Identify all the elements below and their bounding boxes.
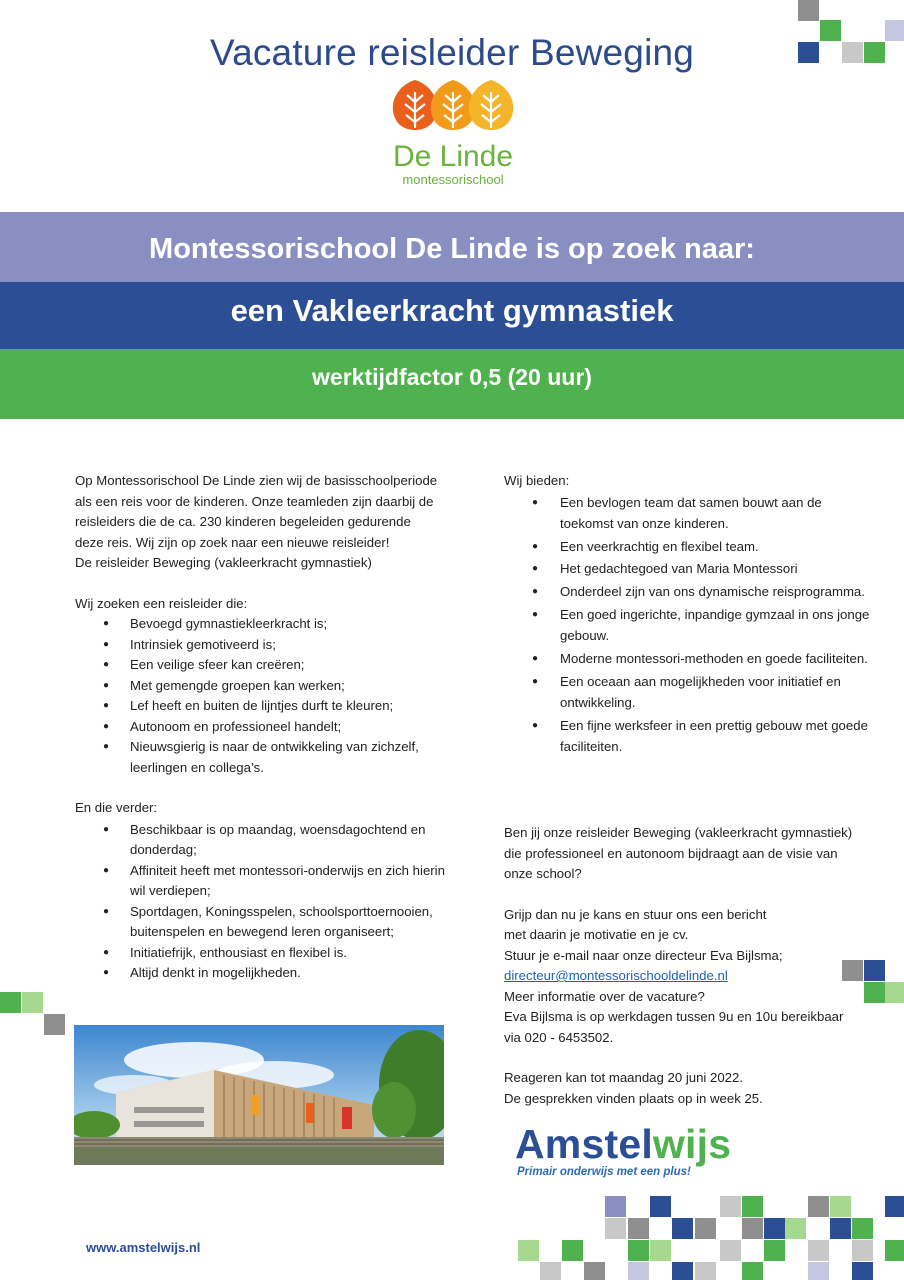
intro-line: reisleiders die de ca. 230 kinderen begeleiden gedurende — [75, 514, 411, 529]
decor-square — [562, 1240, 583, 1261]
de-linde-logo — [388, 78, 518, 190]
leaf-icon — [388, 78, 518, 190]
brand-part-2: wijs — [652, 1121, 732, 1167]
info-line: via 020 - 6453502. — [504, 1029, 614, 1045]
decor-square — [540, 1262, 561, 1280]
list-item: ● Autonoom en professioneel handelt; — [75, 717, 475, 738]
decor-square — [605, 1196, 626, 1217]
amstelwijs-logo — [515, 1122, 731, 1178]
decor-square — [584, 1262, 605, 1280]
further-heading: En die verder: — [75, 800, 158, 815]
search-heading: Wij zoeken een reisleider die: — [75, 595, 248, 611]
decor-square — [672, 1262, 693, 1280]
info-line: Meer informatie over de vacature? — [504, 988, 705, 1004]
right-column — [504, 471, 874, 759]
decor-square — [742, 1196, 763, 1217]
list-item: ● Een veerkrachtig en flexibel team. — [504, 536, 874, 558]
list-item: ● Lef heeft en buiten de lijntjes durft te kleuren; — [75, 696, 475, 717]
decor-square — [798, 0, 819, 21]
list-item: ● Een veilige sfeer kan creëren; — [75, 655, 475, 676]
decor-square — [605, 1218, 626, 1239]
offer-list — [504, 492, 874, 758]
brand-name — [515, 1122, 731, 1166]
offer-heading: Wij bieden: — [504, 473, 570, 488]
apply-line: Stuur je e-mail naar onze directeur Eva Bijlsma; — [504, 947, 783, 963]
decor-square — [650, 1240, 671, 1261]
intro-line: De reisleider Beweging (vakleerkracht gymnastiek) — [75, 555, 372, 570]
decor-square — [628, 1240, 649, 1261]
decor-square — [885, 1196, 904, 1217]
decor-square — [808, 1262, 829, 1280]
decor-square — [852, 1218, 873, 1239]
search-list — [75, 614, 475, 778]
question-line: die professioneel en autonoom bijdraagt aan de visie van — [504, 845, 838, 861]
decor-square — [518, 1240, 539, 1261]
decor-square — [808, 1196, 829, 1217]
decor-square — [830, 1218, 851, 1239]
decor-square — [885, 1240, 904, 1261]
intro-line: deze reis. Wij zijn op zoek naar een nieuwe reisleider! — [75, 534, 390, 550]
list-item: ● Intrinsiek gemotiveerd is; — [75, 635, 475, 656]
list-item: ● Sportdagen, Koningsspelen, schoolsporttoernooien, buitenspelen en bewegend leren organiseert; — [75, 902, 445, 943]
decor-square — [808, 1240, 829, 1261]
left-column — [75, 471, 475, 984]
list-item: ● Een bevlogen team dat samen bouwt aan de toekomst van onze kinderen. — [504, 492, 874, 535]
decor-square — [742, 1262, 763, 1280]
logo-subtitle: montessorischool — [402, 172, 504, 187]
list-item: ● Moderne montessori-methoden en goede faciliteiten. — [504, 648, 874, 670]
brand-part-1: Amstel — [515, 1121, 653, 1167]
decor-square — [742, 1218, 763, 1239]
decor-square — [764, 1240, 785, 1261]
decor-square — [22, 992, 43, 1013]
list-item: ● Altijd denkt in mogelijkheden. — [75, 963, 445, 984]
list-item: ● Een fijne werksfeer in een prettig gebouw met goede faciliteiten. — [504, 715, 874, 758]
decor-square — [695, 1218, 716, 1239]
list-item: ● Initiatiefrijk, enthousiast en flexibel is. — [75, 943, 445, 964]
question-line: Ben jij onze reisleider Beweging (vakleerkracht gymnastiek) — [504, 825, 853, 840]
list-item: ● Met gemengde groepen kan werken; — [75, 676, 475, 697]
list-item: ● Een oceaan aan mogelijkheden voor initiatief en ontwikkeling. — [504, 671, 874, 714]
list-item: ● Affiniteit heeft met montessori-onderwijs en zich hierin wil verdiepen; — [75, 861, 445, 902]
decor-square — [44, 1014, 65, 1035]
decor-square — [628, 1262, 649, 1280]
band-position: een Vakleerkracht gymnastiek — [0, 282, 904, 349]
decor-square — [720, 1196, 741, 1217]
info-line: Eva Bijlsma is op werkdagen tussen 9u en 10u bereikbaar — [504, 1009, 844, 1024]
website-url[interactable]: www.amstelwijs.nl — [86, 1240, 201, 1255]
brand-tagline: Primair onderwijs met een plus! — [517, 1166, 691, 1178]
decor-square — [852, 1240, 873, 1261]
decor-square — [628, 1218, 649, 1239]
decor-square — [0, 992, 21, 1013]
list-item: ● Een goed ingerichte, inpandige gymzaal in ons jonge gebouw. — [504, 604, 874, 647]
deadline-line: Reageren kan tot maandag 20 juni 2022. — [504, 1070, 744, 1085]
list-item: ● Het gedachtegoed van Maria Montessori — [504, 558, 874, 580]
list-item: ● Onderdeel zijn van ons dynamische reisprogramma. — [504, 581, 874, 603]
decor-square — [852, 1262, 873, 1280]
band-intro: Montessorischool De Linde is op zoek naar: — [0, 212, 904, 282]
further-list — [75, 820, 475, 984]
decor-square — [785, 1218, 806, 1239]
decor-square — [650, 1196, 671, 1217]
page-title: Vacature reisleider Beweging — [209, 32, 695, 73]
decor-square — [720, 1240, 741, 1261]
list-item: ● Nieuwsgierig is naar de ontwikkeling van zichzelf, leerlingen en collega’s. — [75, 737, 475, 778]
apply-line: Grijp dan nu je kans en stuur ons een bericht — [504, 906, 767, 922]
application-info — [504, 823, 894, 1109]
band-hours: werktijdfactor 0,5 (20 uur) — [0, 349, 904, 419]
decor-square — [695, 1262, 716, 1280]
list-item: ● Bevoegd gymnastiekleerkracht is; — [75, 614, 475, 635]
decor-square — [672, 1218, 693, 1239]
intro-line: als een reis voor de kinderen. Onze teamleden zijn daarbij de — [75, 493, 434, 509]
school-building-photo — [74, 1025, 444, 1165]
logo-name: De Linde — [392, 140, 514, 173]
decor-square — [764, 1218, 785, 1239]
email-link[interactable]: directeur@montessorischooldelinde.nl — [504, 968, 728, 983]
question-line: onze school? — [504, 866, 582, 881]
decor-square — [830, 1196, 851, 1217]
apply-line: met daarin je motivatie en je cv. — [504, 927, 689, 942]
list-item: ● Beschikbaar is op maandag, woensdagochtend en donderdag; — [75, 820, 445, 861]
deadline-line: De gesprekken vinden plaats op in week 25. — [504, 1090, 763, 1106]
intro-line: Op Montessorischool De Linde zien wij de basisschoolperiode — [75, 473, 438, 488]
